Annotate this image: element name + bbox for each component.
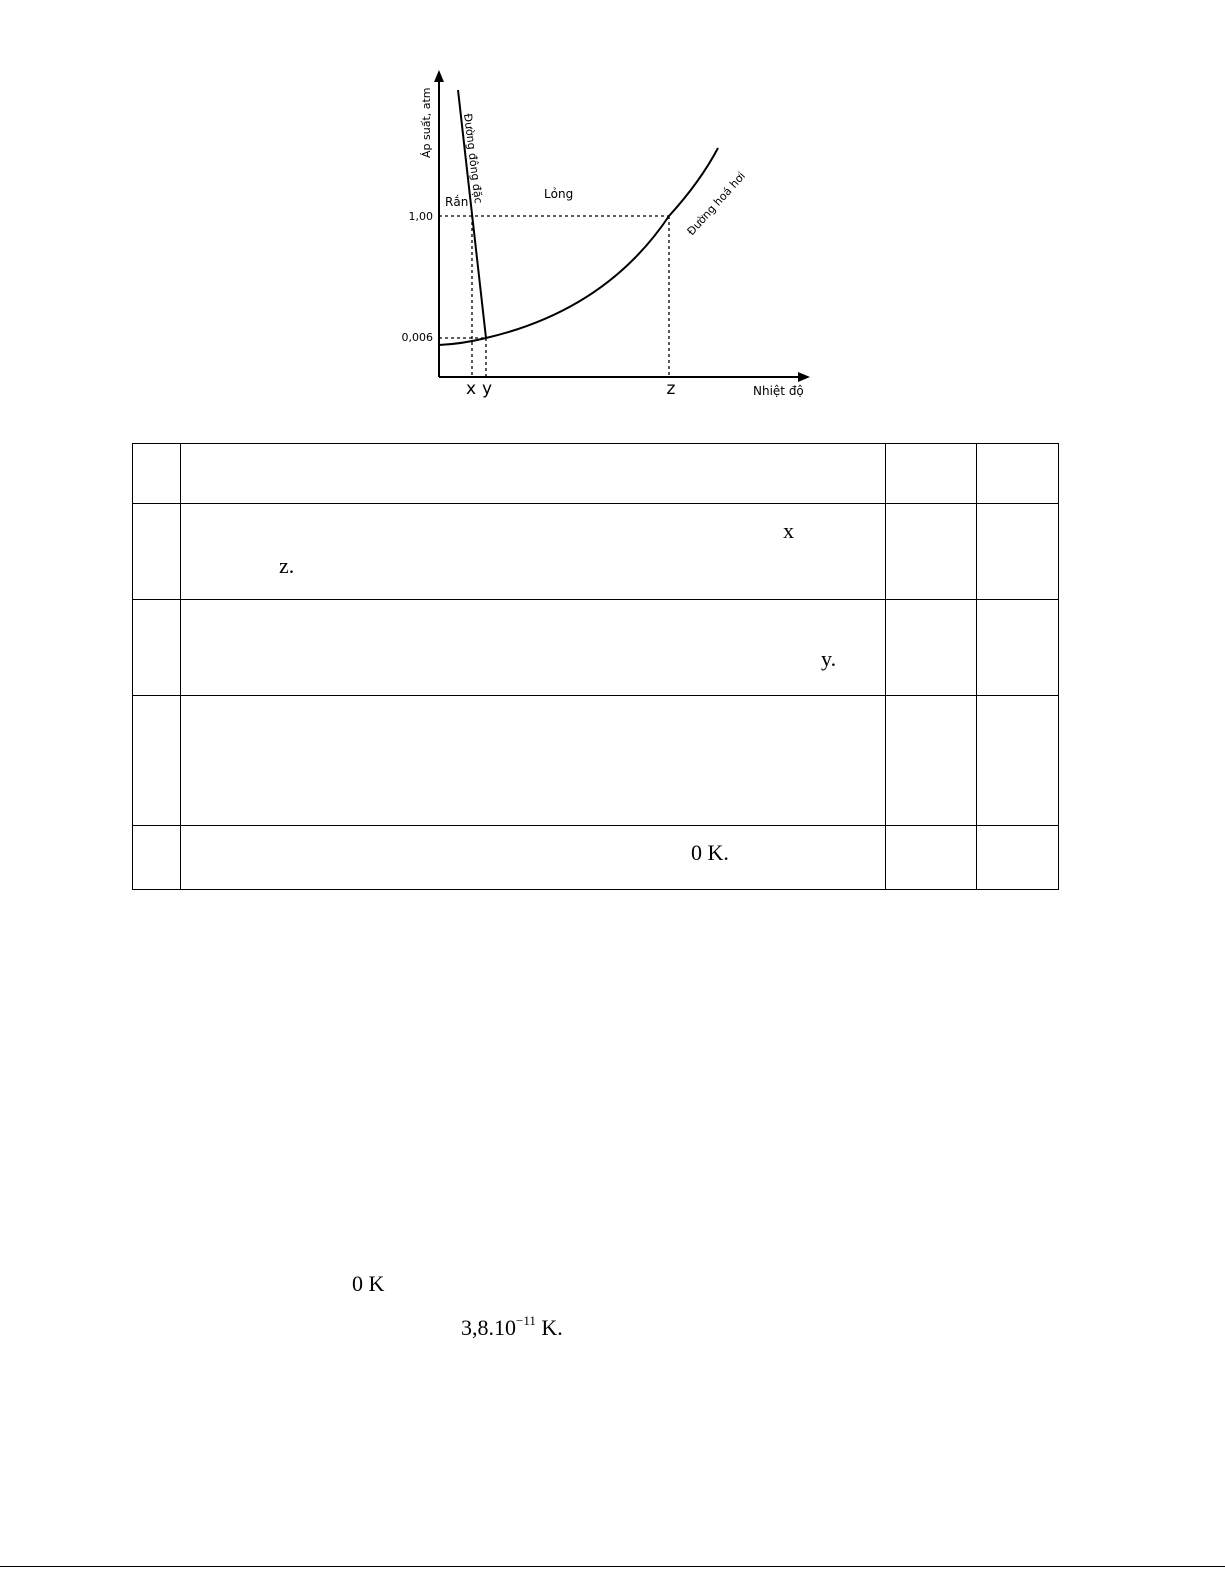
row-a-false-cell[interactable] — [977, 504, 1059, 600]
table-row-c — [133, 696, 1059, 826]
row-b-fragment-y: y. — [821, 646, 837, 671]
true-false-table — [132, 443, 1059, 890]
x-axis-label: Nhiệt độ — [753, 384, 804, 398]
row-a-true-cell[interactable] — [886, 504, 977, 600]
table-row-b — [133, 600, 1059, 696]
row-d-false-cell[interactable] — [977, 826, 1059, 890]
row-c-true-cell[interactable] — [886, 696, 977, 826]
region-solid-label: Rắn — [445, 195, 469, 209]
row-c-index — [133, 696, 181, 826]
row-a-index — [133, 504, 181, 600]
temp-base: 3,8.10 — [461, 1315, 516, 1340]
temp-unit: K. — [535, 1315, 563, 1340]
row-d-index — [133, 826, 181, 890]
header-cell-false — [977, 444, 1059, 504]
table-header-row — [133, 444, 1059, 504]
header-cell-true — [886, 444, 977, 504]
header-cell-index — [133, 444, 181, 504]
vaporization-curve-label: Đường hoá hơi — [684, 169, 749, 239]
row-d-statement — [181, 826, 886, 890]
region-liquid-label: Lỏng — [544, 187, 574, 201]
vaporization-curve — [486, 148, 718, 338]
page-bottom-rule — [0, 1566, 1225, 1567]
row-b-statement — [181, 600, 886, 696]
melting-curve-label: Đường đông đặc — [461, 112, 485, 205]
point-y-label: y — [481, 379, 493, 399]
row-d-true-cell[interactable] — [886, 826, 977, 890]
row-b-index — [133, 600, 181, 696]
row-c-false-cell[interactable] — [977, 696, 1059, 826]
row-c-statement — [181, 696, 886, 826]
zero-kelvin-text: 0 K — [352, 1271, 385, 1296]
tick-label-1atm: 1,00 — [408, 210, 433, 223]
row-a-fragment-x: x — [783, 518, 794, 543]
row-b-true-cell[interactable] — [886, 600, 977, 696]
y-axis-label: Áp suất, atm — [420, 87, 433, 158]
y-axis-arrow-icon — [434, 70, 444, 82]
row-d-fragment-0k: 0 K. — [691, 840, 729, 865]
row-a-fragment-z: z. — [279, 553, 295, 578]
record-temperature-text — [461, 1315, 563, 1341]
table-row-a — [133, 504, 1059, 600]
temp-exponent: −11 — [516, 1313, 536, 1328]
sublimation-curve — [439, 338, 486, 345]
table-row-d — [133, 826, 1059, 890]
tick-label-0006atm: 0,006 — [401, 331, 433, 344]
point-x-label: x — [465, 379, 477, 399]
row-a-statement — [181, 504, 886, 600]
phase-diagram — [0, 0, 1225, 420]
point-z-label: z — [666, 379, 676, 399]
header-cell-statement — [181, 444, 886, 504]
x-axis-arrow-icon — [798, 372, 810, 382]
row-b-false-cell[interactable] — [977, 600, 1059, 696]
